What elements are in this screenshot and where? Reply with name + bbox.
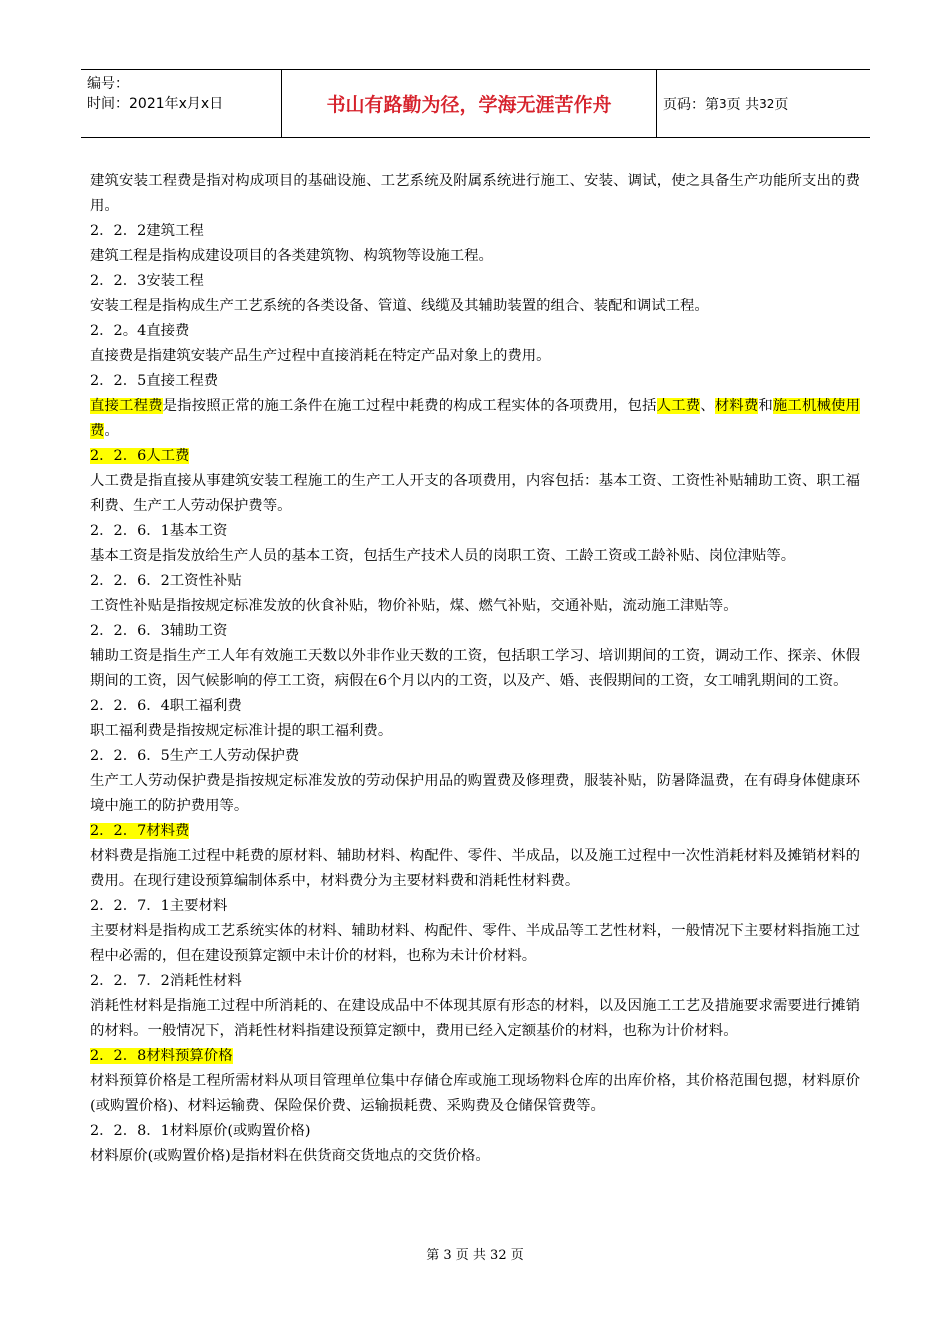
paragraph-2-2-8-1: 材料原价(或购置价格)是指材料在供货商交货地点的交货价格。 [90, 1148, 490, 1164]
paragraph-2-2-7: 材料费是指施工过程中耗费的原材料、辅助材料、构配件、零件、半成品，以及施工过程中一次性消耗材料及摊销材料的费用。在现行建设预算编制体系中，材料费分为主要材料费和消耗性材料费。 [90, 848, 860, 889]
header-motto: 书山有路勤为径，学海无涯苦作舟 [281, 70, 657, 137]
highlight-heading-2-2-7: 2．2．7材料费 [90, 823, 190, 839]
highlight-material-fee: 材料费 [714, 398, 759, 414]
paragraph-2-2-6-1: 基本工资是指发放给生产人员的基本工资，包括生产技术人员的岗职工资、工龄工资或工龄补贴、岗位津贴等。 [90, 548, 796, 564]
highlight-labor-fee: 人工费 [656, 398, 701, 414]
paragraph-2-2-7-1: 主要材料是指构成工艺系统实体的材料、辅助材料、构配件、零件、半成品等工艺性材料，一般情况下主要材料指施工过程中必需的，但在建设预算定额中未计价的材料，也称为未计价材料。 [90, 923, 860, 964]
page-label: 页码：第 [663, 96, 719, 113]
page-total: 32 [759, 96, 775, 111]
document-number-label: 编号： [87, 76, 129, 92]
heading-2-2-6-4: 2．2．6．4职工福利费 [90, 698, 242, 714]
paragraph-construction-install-fee: 建筑安装工程费是指对构成项目的基础设施、工艺系统及附属系统进行施工、安装、调试，使之具备生产功能所支出的费用。 [90, 173, 860, 214]
heading-2-2-7-1: 2．2．7．1主要材料 [90, 898, 228, 914]
document-body [90, 169, 860, 1169]
heading-2-2-6-3: 2．2．6．3辅助工资 [90, 623, 228, 639]
highlight-heading-2-2-6: 2．2．6人工费 [90, 448, 190, 464]
heading-2-2-8 [90, 1044, 860, 1069]
paragraph-2-2-5 [90, 394, 860, 444]
heading-2-2-6-5: 2．2．6．5生产工人劳动保护费 [90, 748, 300, 764]
page-current: 3 [719, 96, 727, 111]
heading-2-2-6-2: 2．2．6．2工资性补贴 [90, 573, 242, 589]
heading-2-2-7-2: 2．2．7．2消耗性材料 [90, 973, 242, 989]
page-footer [0, 1244, 950, 1263]
paragraph-2-2-6-2: 工资性补贴是指按规定标准发放的伙食补贴，物价补贴，煤、燃气补贴，交通补贴，流动施工津贴等。 [90, 598, 738, 614]
text-2-2-5-c: 和 [758, 398, 773, 414]
heading-2-2-8-1: 2．2．8．1材料原价(或购置价格) [90, 1123, 311, 1139]
text-2-2-5-d: 。 [104, 423, 119, 439]
paragraph-2-2-6-4: 职工福利费是指按规定标准计提的职工福利费。 [90, 723, 393, 739]
paragraph-2-2-6-3: 辅助工资是指生产工人年有效施工天数以外非作业天数的工资，包括职工学习、培训期间的工资，调动工作、探亲、休假期间的工资，因气候影响的停工工资，病假在6个月以内的工资，以及产、婚、丧假期间的工资，女工哺乳期间的工资。 [90, 648, 860, 689]
document-time-label: 时间：2021年x月x日 [87, 96, 224, 112]
heading-2-2-2: 2．2．2建筑工程 [90, 223, 204, 239]
page-end: 页 [774, 96, 789, 113]
heading-2-2-7 [90, 819, 860, 844]
heading-2-2-4: 2．2。4直接费 [90, 323, 190, 339]
header-meta [81, 70, 281, 137]
text-2-2-5-b: 、 [700, 398, 715, 414]
heading-2-2-6 [90, 444, 860, 469]
page-header [81, 69, 870, 138]
highlight-direct-engineering-fee: 直接工程费 [90, 398, 163, 414]
paragraph-2-2-8: 材料预算价格是工程所需材料从项目管理单位集中存储仓库或施工现场物料仓库的出库价格，其价格范围包摁，材料原价(或购置价格)、材料运输费、保险保价费、运输损耗费、采购费及仓储保管费等。 [90, 1073, 860, 1114]
paragraph-2-2-4: 直接费是指建筑安装产品生产过程中直接消耗在特定产品对象上的费用。 [90, 348, 551, 364]
text-2-2-5-a: 是指按照正常的施工条件在施工过程中耗费的构成工程实体的各项费用，包括 [162, 398, 657, 414]
page-mid: 页 共 [726, 96, 760, 113]
paragraph-2-2-6: 人工费是指直接从事建筑安装工程施工的生产工人开支的各项费用，内容包括：基本工资、工资性补贴辅助工资、职工福利费、生产工人劳动保护费等。 [90, 473, 860, 514]
highlight-heading-2-2-8: 2．2．8材料预算价格 [90, 1048, 233, 1064]
paragraph-2-2-2: 建筑工程是指构成建设项目的各类建筑物、构筑物等设施工程。 [90, 248, 493, 264]
highlight-machinery-fee: 施工机械使用费 [90, 398, 860, 439]
paragraph-2-2-3: 安装工程是指构成生产工艺系统的各类设备、管道、线缆及其辅助装置的组合、装配和调试工程。 [90, 298, 709, 314]
paragraph-2-2-7-2: 消耗性材料是指施工过程中所消耗的、在建设成品中不体现其原有形态的材料，以及因施工工艺及措施要求需要进行摊销的材料。一般情况下，消耗性材料指建设预算定额中，费用已经入定额基价的材料，也称为计价材料。 [90, 998, 860, 1039]
paragraph-2-2-6-5: 生产工人劳动保护费是指按规定标准发放的劳动保护用品的购置费及修理费，服装补贴，防暑降温费，在有碍身体健康环境中施工的防护费用等。 [90, 773, 860, 814]
heading-2-2-5: 2．2．5直接工程费 [90, 373, 219, 389]
footer-page-count: 第 3 页 共 32 页 [426, 1248, 524, 1263]
heading-2-2-6-1: 2．2．6．1基本工资 [90, 523, 228, 539]
header-page-info [657, 70, 870, 137]
heading-2-2-3: 2．2．3安装工程 [90, 273, 204, 289]
